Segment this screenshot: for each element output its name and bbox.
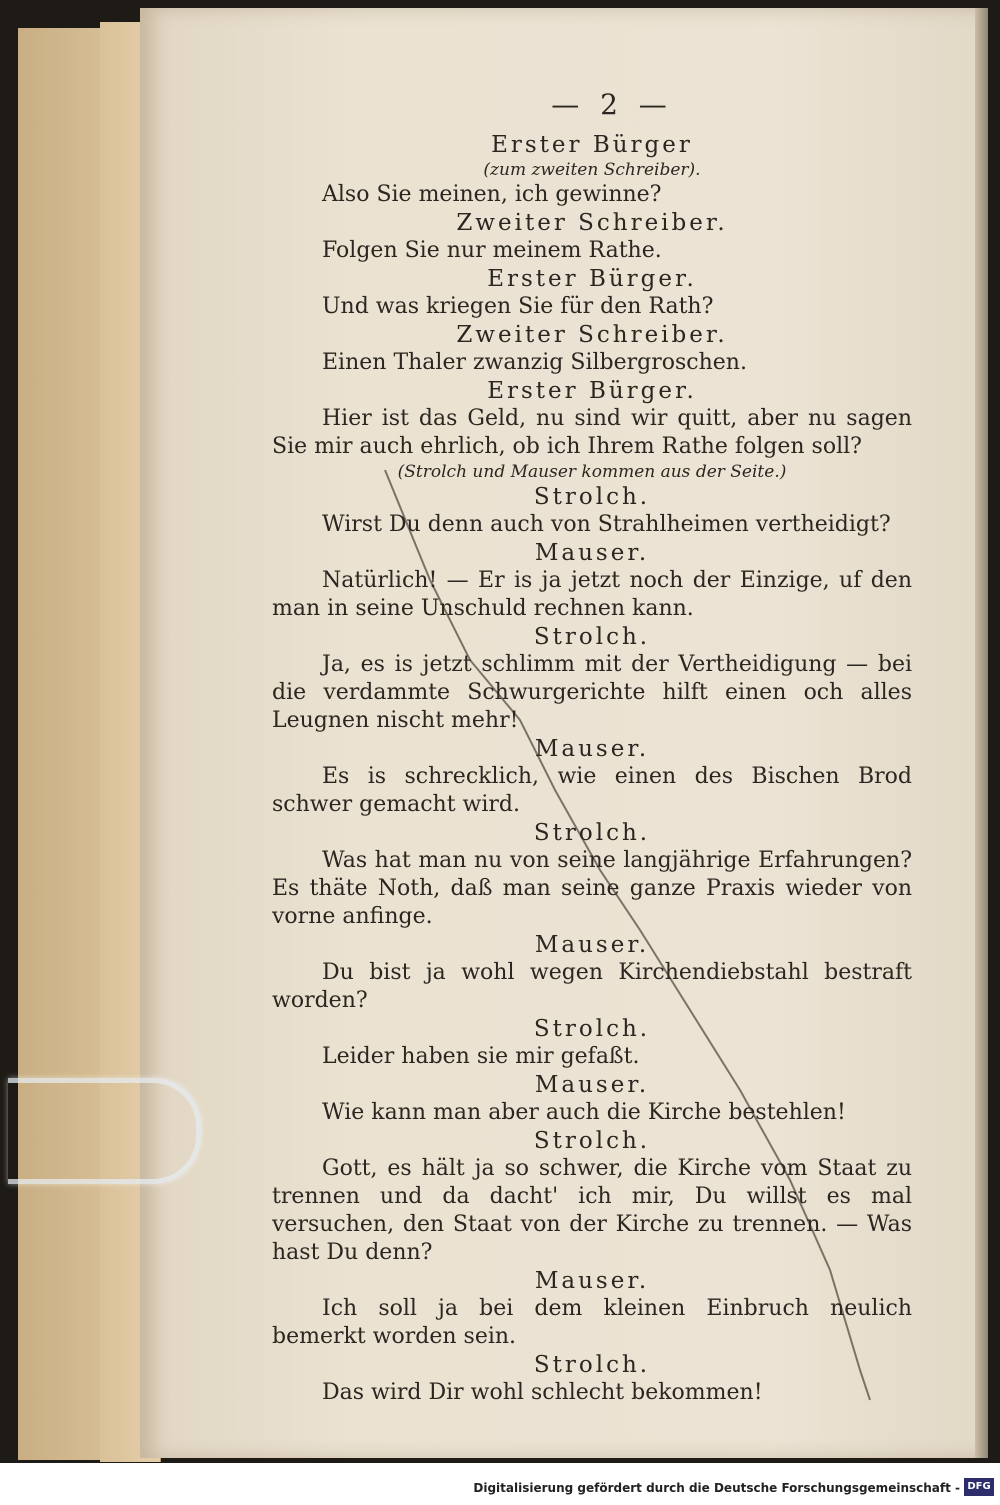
dialogue-line: Ich soll ja bei dem kleinen Einbruch neulich bemerkt worden sein. [272, 1296, 912, 1349]
page-number: — 2 — [551, 88, 673, 121]
dialogue-line: Es is schrecklich, wie einen des Bischen Brod schwer gemacht wird. [272, 764, 912, 817]
speaker-name: Strolch. [533, 1352, 651, 1378]
stage-direction: (zum zweiten Schreiber). [483, 160, 701, 180]
speaker-name: Erster Bürger. [487, 266, 697, 292]
speaker-name: Strolch. [533, 820, 651, 846]
speaker-name: Mauser. [534, 540, 650, 566]
speaker-name: Mauser. [534, 1072, 650, 1098]
dfg-logo: DFG [964, 1478, 994, 1496]
page-right-edge [975, 8, 988, 1458]
stage-direction: (Strolch und Mauser kommen aus der Seite.) [397, 462, 787, 482]
dialogue-line: Einen Thaler zwanzig Silbergroschen. [322, 350, 747, 375]
dialogue-line: Hier ist das Geld, nu sind wir quitt, aber nu sagen Sie mir auch ehrlich, ob ich Ihrem Rathe folgen soll? [272, 406, 912, 459]
dialogue-line: Ja, es is jetzt schlimm mit der Vertheidigung — bei die verdammte Schwurgerichte hilft einen och alles Leugnen nischt mehr! [272, 652, 912, 733]
speaker-name: Zweiter Schreiber. [456, 322, 728, 348]
speaker-name: Erster Bürger [491, 132, 693, 158]
speaker-name: Erster Bürger. [487, 378, 697, 404]
speaker-name: Strolch. [533, 484, 651, 510]
dialogue-line: Folgen Sie nur meinem Rathe. [322, 238, 662, 263]
dialogue-line: Das wird Dir wohl schlecht bekommen! [322, 1380, 763, 1405]
speaker-name: Mauser. [534, 1268, 650, 1294]
page-text [272, 88, 912, 1407]
speaker-name: Strolch. [533, 624, 651, 650]
speaker-name: Strolch. [533, 1016, 651, 1042]
dialogue-line: Was hat man nu von seine langjährige Erfahrungen? Es thäte Noth, daß man seine ganze Praxis wieder von vorne anfinge. [272, 848, 912, 929]
dialogue-line: Leider haben sie mir gefaßt. [322, 1044, 640, 1069]
dialogue-line: Und was kriegen Sie für den Rath? [322, 294, 714, 319]
footer-bar [0, 1463, 1000, 1505]
speaker-name: Strolch. [533, 1128, 651, 1154]
dialogue-line: Also Sie meinen, ich gewinne? [322, 182, 662, 207]
speaker-name: Mauser. [534, 736, 650, 762]
play-text [272, 131, 912, 1407]
dialogue-line: Du bist ja wohl wegen Kirchendiebstahl bestraft worden? [272, 960, 912, 1013]
speaker-name: Mauser. [534, 932, 650, 958]
dialogue-line: Gott, es hält ja so schwer, die Kirche vom Staat zu trennen und da dacht' ich mir, Du willst es mal versuchen, den Staat von der Kirche zu trennen. — Was hast Du denn? [272, 1156, 912, 1265]
speaker-name: Zweiter Schreiber. [456, 210, 728, 236]
dialogue-line: Natürlich! — Er is ja jetzt noch der Einzige, uf den man in seine Unschuld rechnen kann. [272, 568, 912, 621]
paper-clip [8, 1078, 201, 1184]
dialogue-line: Wirst Du denn auch von Strahlheimen vertheidigt? [322, 512, 891, 537]
footer-credit: Digitalisierung gefördert durch die Deutsche Forschungsgemeinschaft - [473, 1481, 960, 1495]
dialogue-line: Wie kann man aber auch die Kirche bestehlen! [322, 1100, 846, 1125]
